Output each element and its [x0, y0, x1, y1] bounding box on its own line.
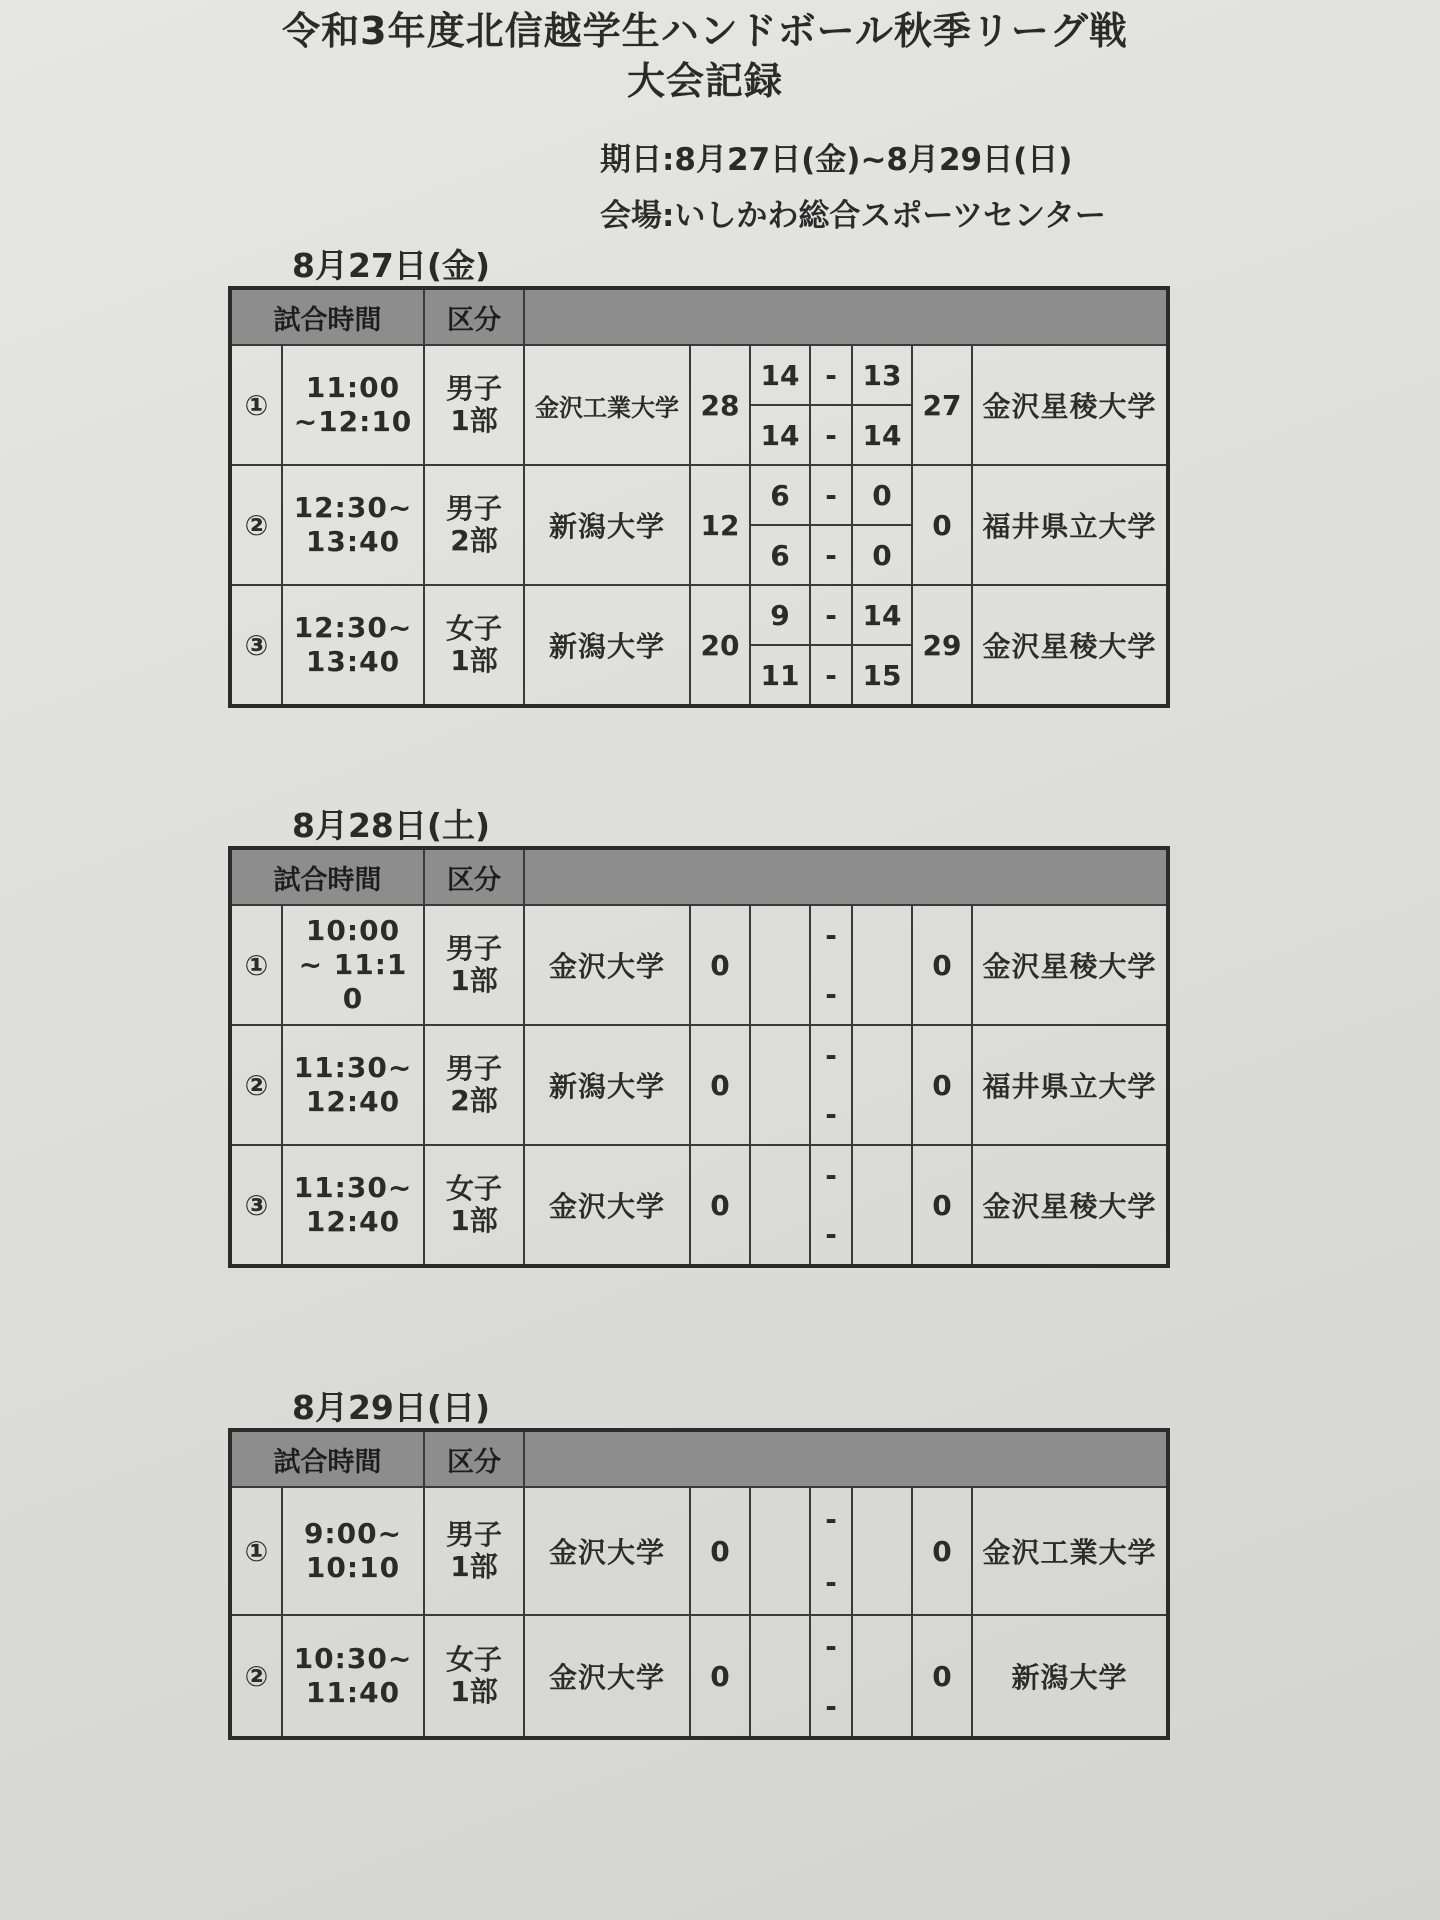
match-category — [424, 905, 524, 1025]
second-half-score-b — [852, 1551, 912, 1615]
score-b: 0 — [912, 1025, 972, 1145]
category-division: 2部 — [450, 524, 498, 557]
first-half-dash: - — [810, 1487, 852, 1551]
category-division: 1部 — [450, 964, 498, 997]
match-number: ③ — [230, 1145, 282, 1266]
score-b: 0 — [912, 1145, 972, 1266]
team-b: 金沢星稜大学 — [972, 1145, 1168, 1266]
second-half-dash: - — [810, 405, 852, 465]
match-category — [424, 585, 524, 706]
match-time — [282, 1145, 424, 1266]
second-half-score-a: 14 — [750, 405, 810, 465]
team-a: 新潟大学 — [524, 465, 690, 585]
match-row — [230, 465, 1168, 525]
match-row — [230, 1025, 1168, 1085]
match-time — [282, 1615, 424, 1738]
second-half-dash: - — [810, 1551, 852, 1615]
first-half-score-b — [852, 1487, 912, 1551]
match-category — [424, 1145, 524, 1266]
event-date: 期日:8月27日(金)~8月29日(日) — [600, 142, 1073, 178]
second-half-dash: - — [810, 1205, 852, 1266]
score-b: 0 — [912, 905, 972, 1025]
results-table — [228, 846, 1170, 1268]
match-number: ① — [230, 345, 282, 465]
time-line: 12:40 — [305, 1205, 401, 1238]
match-category — [424, 1025, 524, 1145]
first-half-dash: - — [810, 585, 852, 645]
match-time — [282, 1487, 424, 1615]
second-half-score-a — [750, 1085, 810, 1145]
category-gender: 女子 — [445, 1172, 502, 1205]
match-number: ② — [230, 1615, 282, 1738]
first-half-dash: - — [810, 345, 852, 405]
score-a: 20 — [690, 585, 750, 706]
score-a: 12 — [690, 465, 750, 585]
category-gender: 男子 — [445, 1052, 502, 1085]
match-number: ① — [230, 1487, 282, 1615]
results-table — [228, 286, 1170, 708]
time-line: 11:00 — [305, 371, 401, 404]
category-gender: 男子 — [445, 372, 502, 405]
match-row — [230, 1615, 1168, 1676]
match-number: ① — [230, 905, 282, 1025]
match-time — [282, 585, 424, 706]
score-b: 29 — [912, 585, 972, 706]
match-row — [230, 1487, 1168, 1551]
event-venue: 会場:いしかわ総合スポーツセンター — [600, 198, 1106, 234]
team-a: 金沢工業大学 — [524, 345, 690, 465]
time-line: 12:30~ — [293, 611, 413, 644]
score-a: 0 — [690, 1487, 750, 1615]
match-time — [282, 905, 424, 1025]
category-division: 1部 — [450, 404, 498, 437]
match-row — [230, 905, 1168, 965]
first-half-score-a: 9 — [750, 585, 810, 645]
time-line: 10:10 — [305, 1551, 401, 1584]
team-a: 金沢大学 — [524, 1615, 690, 1738]
match-category — [424, 465, 524, 585]
first-half-score-b — [852, 905, 912, 965]
second-half-score-a: 6 — [750, 525, 810, 585]
first-half-score-a — [750, 1145, 810, 1205]
second-half-score-a — [750, 1676, 810, 1738]
match-row — [230, 1145, 1168, 1205]
category-gender: 男子 — [445, 492, 502, 525]
second-half-score-b — [852, 1676, 912, 1738]
second-half-dash: - — [810, 645, 852, 706]
category-division: 1部 — [450, 644, 498, 677]
score-b: 27 — [912, 345, 972, 465]
first-half-score-b — [852, 1145, 912, 1205]
first-half-score-b — [852, 1025, 912, 1085]
first-half-dash: - — [810, 1615, 852, 1676]
second-half-score-b: 14 — [852, 405, 912, 465]
second-half-score-a — [750, 965, 810, 1025]
time-line: ~12:10 — [293, 405, 413, 438]
team-b: 金沢星稜大学 — [972, 345, 1168, 465]
category-division: 1部 — [450, 1204, 498, 1237]
team-a: 金沢大学 — [524, 1487, 690, 1615]
time-line: 11:40 — [305, 1676, 401, 1709]
header-match-time: 試合時間 — [230, 1430, 424, 1487]
first-half-score-a — [750, 1615, 810, 1676]
header-category: 区分 — [424, 848, 524, 905]
score-a: 0 — [690, 905, 750, 1025]
time-line: 12:40 — [305, 1085, 401, 1118]
score-b: 0 — [912, 1487, 972, 1615]
second-half-score-b: 0 — [852, 525, 912, 585]
title-line-1: 令和3年度北信越学生ハンドボール秋季リーグ戦 — [282, 9, 1128, 53]
document-title — [280, 6, 1130, 106]
header-blank — [524, 848, 1168, 905]
score-a: 0 — [690, 1025, 750, 1145]
second-half-score-b: 15 — [852, 645, 912, 706]
team-a: 新潟大学 — [524, 1025, 690, 1145]
category-gender: 男子 — [445, 1518, 502, 1551]
match-number: ② — [230, 1025, 282, 1145]
time-line: 0 — [342, 982, 364, 1015]
team-b: 金沢工業大学 — [972, 1487, 1168, 1615]
first-half-score-a — [750, 1487, 810, 1551]
title-line-2: 大会記録 — [626, 59, 783, 103]
match-row — [230, 585, 1168, 645]
time-line: 12:30~ — [293, 491, 413, 524]
second-half-score-b — [852, 1085, 912, 1145]
header-category: 区分 — [424, 288, 524, 345]
category-gender: 女子 — [445, 1643, 502, 1676]
first-half-score-b: 0 — [852, 465, 912, 525]
first-half-score-a — [750, 905, 810, 965]
second-half-dash: - — [810, 1676, 852, 1738]
team-a: 金沢大学 — [524, 905, 690, 1025]
second-half-dash: - — [810, 525, 852, 585]
time-line: ~ 11:1 — [298, 948, 408, 981]
header-match-time: 試合時間 — [230, 288, 424, 345]
day-heading: 8月28日(土) — [292, 806, 491, 845]
match-category — [424, 1615, 524, 1738]
score-a: 0 — [690, 1615, 750, 1738]
time-line: 11:30~ — [293, 1171, 413, 1204]
match-number: ③ — [230, 585, 282, 706]
day-heading: 8月27日(金) — [292, 246, 491, 285]
second-half-score-a — [750, 1205, 810, 1266]
team-b: 金沢星稜大学 — [972, 905, 1168, 1025]
first-half-dash: - — [810, 1025, 852, 1085]
first-half-score-a — [750, 1025, 810, 1085]
day-heading: 8月29日(日) — [292, 1388, 491, 1427]
first-half-dash: - — [810, 905, 852, 965]
match-time — [282, 345, 424, 465]
match-number: ② — [230, 465, 282, 585]
match-category — [424, 345, 524, 465]
match-time — [282, 465, 424, 585]
second-half-dash: - — [810, 965, 852, 1025]
first-half-score-a: 14 — [750, 345, 810, 405]
category-division: 1部 — [450, 1550, 498, 1583]
time-line: 13:40 — [305, 525, 401, 558]
first-half-score-b: 13 — [852, 345, 912, 405]
time-line: 11:30~ — [293, 1051, 413, 1084]
second-half-score-b — [852, 1205, 912, 1266]
score-a: 28 — [690, 345, 750, 465]
header-category: 区分 — [424, 1430, 524, 1487]
first-half-score-a: 6 — [750, 465, 810, 525]
time-line: 9:00~ — [303, 1517, 403, 1550]
team-b: 金沢星稜大学 — [972, 585, 1168, 706]
second-half-score-a — [750, 1551, 810, 1615]
category-gender: 女子 — [445, 612, 502, 645]
score-b: 0 — [912, 465, 972, 585]
score-b: 0 — [912, 1615, 972, 1738]
first-half-score-b — [852, 1615, 912, 1676]
time-line: 10:00 — [305, 914, 401, 947]
header-blank — [524, 288, 1168, 345]
second-half-score-b — [852, 965, 912, 1025]
match-row — [230, 345, 1168, 405]
team-a: 金沢大学 — [524, 1145, 690, 1266]
team-b: 新潟大学 — [972, 1615, 1168, 1738]
second-half-score-a: 11 — [750, 645, 810, 706]
time-line: 13:40 — [305, 645, 401, 678]
team-a: 新潟大学 — [524, 585, 690, 706]
header-match-time: 試合時間 — [230, 848, 424, 905]
team-b: 福井県立大学 — [972, 1025, 1168, 1145]
time-line: 10:30~ — [293, 1642, 413, 1675]
score-a: 0 — [690, 1145, 750, 1266]
category-gender: 男子 — [445, 932, 502, 965]
match-category — [424, 1487, 524, 1615]
first-half-dash: - — [810, 1145, 852, 1205]
first-half-dash: - — [810, 465, 852, 525]
category-division: 1部 — [450, 1675, 498, 1708]
first-half-score-b: 14 — [852, 585, 912, 645]
results-table — [228, 1428, 1170, 1740]
header-blank — [524, 1430, 1168, 1487]
category-division: 2部 — [450, 1084, 498, 1117]
team-b: 福井県立大学 — [972, 465, 1168, 585]
match-time — [282, 1025, 424, 1145]
second-half-dash: - — [810, 1085, 852, 1145]
